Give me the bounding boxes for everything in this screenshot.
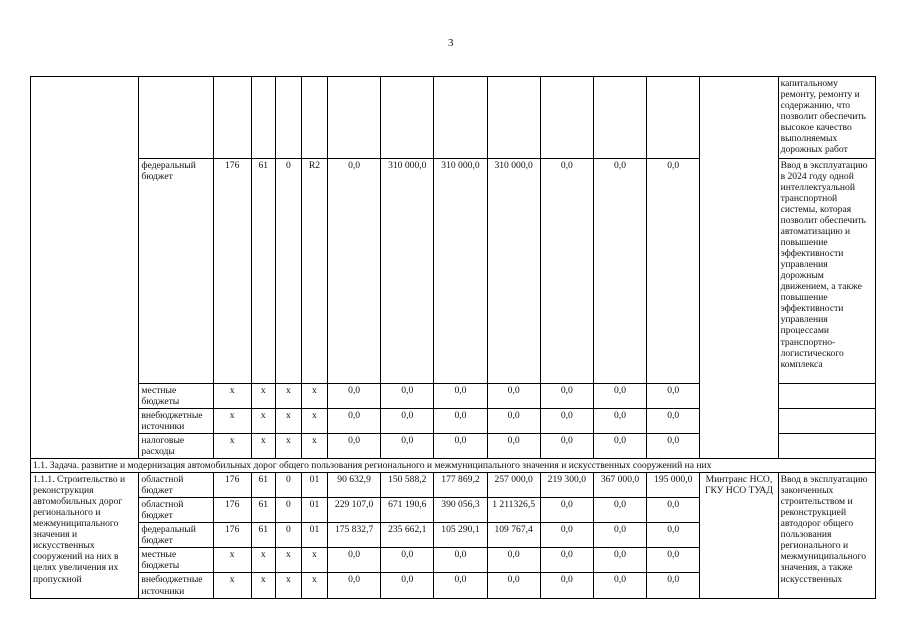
task-title: 1.1. Задача. развитие и модернизация автомобильных дорог общего пользования регионального и межмуниципального значения и искусственных сооружений на них: [31, 459, 876, 473]
table-row: внебюджетные источники x x x x 0,0 0,0 0,0 0,0 0,0 0,0 0,0: [31, 573, 876, 598]
table-row: [31, 77, 876, 159]
table-row: налоговые расходы x x x x 0,0 0,0 0,0 0,0 0,0 0,0 0,0: [31, 434, 876, 459]
source-cell: местные бюджеты: [139, 384, 213, 409]
source-cell: областной бюджет: [139, 473, 213, 498]
table-row: областной бюджет 176 61 0 01 229 107,0 671 190,6 390 056,3 1 211326,5 0,0 0,0 0,0: [31, 498, 876, 523]
table-row: местные бюджеты x x x x 0,0 0,0 0,0 0,0 0,0 0,0 0,0: [31, 384, 876, 409]
executor-cell: [700, 77, 778, 459]
table-row: внебюджетные источники x x x x 0,0 0,0 0,0 0,0 0,0 0,0 0,0: [31, 409, 876, 434]
table-row: федеральный бюджет 176 61 0 R2 0,0 310 000,0 310 000,0 310 000,0 0,0 0,0 0,0 Ввод в эксплуатацию в 2024 году одной интеллектуальной транспортной системы, которая позволит обеспечить автоматизацию и повышение эффективности управления дорожным движением, а также повышение эффективности управления процессами транспортно-логистического комплекса: [31, 159, 876, 384]
table-row: 1.1.1. Строительство и реконструкция автомобильных дорог регионального и межмуниципального значения и искусственных сооружений на них в целях увеличения их пропускной областной бюджет 176 61 0 01 90 632,9 150 588,2 177 869,2 257 000,0 219 300,0 367 000,0 195 000,0 Минтранс НСО, ГКУ НСО ТУАД Ввод в эксплуатацию законченных строительством и реконструкцией автодорог общего пользования регионального и межмуниципального значения, а также искусственных: [31, 473, 876, 498]
measure-cell: [31, 77, 139, 459]
budget-table: [30, 76, 876, 599]
source-cell: федеральный бюджет: [139, 159, 213, 384]
page-number: 3: [448, 37, 454, 49]
task-heading-row: [31, 459, 876, 473]
source-cell: внебюджетные источники: [139, 409, 213, 434]
table-row: местные бюджеты x x x x 0,0 0,0 0,0 0,0 0,0 0,0 0,0: [31, 548, 876, 573]
source-cell: внебюджетные источники: [139, 573, 213, 598]
executor: Минтранс НСО, ГКУ НСО ТУАД: [700, 473, 778, 598]
measure-result: Ввод в эксплуатацию законченных строительством и реконструкцией автодорог общего пользования регионального и межмуниципального значения, а также искусственных: [778, 473, 875, 598]
source-cell: налоговые расходы: [139, 434, 213, 459]
measure-name: 1.1.1. Строительство и реконструкция автомобильных дорог регионального и межмуниципального значения и искусственных сооружений на них в целях увеличения их пропускной: [31, 473, 139, 598]
result-cell: капитальному ремонту, ремонту и содержанию, что позволит обеспечить высокое качество выполняемых дорожных работ: [778, 77, 875, 159]
table-row: федеральный бюджет 176 61 0 01 175 832,7 235 662,1 105 290,1 109 767,4 0,0 0,0 0,0: [31, 523, 876, 548]
source-cell: областной бюджет: [139, 498, 213, 523]
source-cell: местные бюджеты: [139, 548, 213, 573]
source-cell: федеральный бюджет: [139, 523, 213, 548]
result-cell: Ввод в эксплуатацию в 2024 году одной интеллектуальной транспортной системы, которая позволит обеспечить автоматизацию и повышение эффективности управления дорожным движением, а также повышение эффективности управления процессами транспортно-логистического комплекса: [778, 159, 875, 384]
